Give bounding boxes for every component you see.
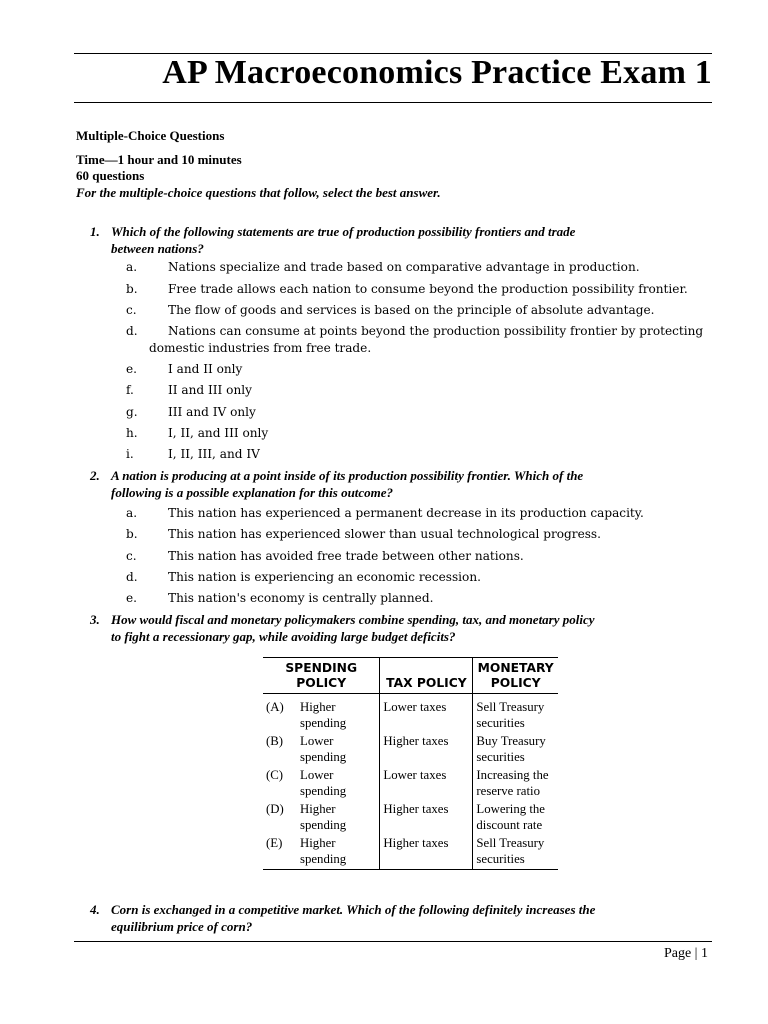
option-text: Free trade allows each nation to consume beyond the production possibility frontier. [168,282,688,296]
tax-cell: Lower taxes [380,694,473,734]
option-letter: b. [126,527,138,541]
option-letter: d. [126,570,138,584]
cell-line: securities [476,716,525,730]
monetary-cell [473,694,558,734]
row-label: (E) [266,836,283,850]
question-text: Which of the following statements are true of production possibility frontiers and trade [111,224,576,239]
option-letter: b. [126,282,138,296]
option-text: Nations specialize and trade based on comparative advantage in production. [168,260,640,274]
monetary-cell [473,733,558,767]
monetary-cell [473,767,558,801]
table-row [263,694,558,734]
cell-line: spending [300,852,347,866]
cell-line: reserve ratio [476,784,540,798]
answer-option [126,323,716,357]
question-text: How would fiscal and monetary policymakers combine spending, tax, and monetary policy [111,612,595,627]
row-label: (C) [266,768,284,782]
row-label: (A) [266,700,284,714]
table-row [263,801,558,835]
option-letter: i. [126,447,134,461]
row-label: (B) [266,734,284,748]
tax-cell: Lower taxes [380,767,473,801]
cell-line: Higher [300,836,336,850]
cell-line: Sell Treasury [476,700,545,714]
header-line: MONETARY [477,661,554,675]
header-line: POLICY [490,676,541,690]
title-underline [74,102,712,103]
table-row [263,767,558,801]
spending-cell [297,733,380,767]
answer-option [126,446,716,463]
option-letter: a. [126,506,138,520]
header-line: SPENDING [285,661,358,675]
cell-line: spending [300,716,347,730]
question-2-stem [90,467,710,501]
cell-line: Higher [300,700,336,714]
option-letter: d. [126,324,138,338]
instructions: For the multiple-choice questions that follow, select the best answer. [76,185,441,200]
tax-policy-header: TAX POLICY [380,658,473,694]
question-number: 1. [90,224,100,239]
option-text: This nation's economy is centrally planned. [168,591,434,605]
spending-cell [297,801,380,835]
option-letter: e. [126,362,138,376]
footer-rule [74,941,712,942]
table-row [263,835,558,869]
option-text: This nation has experienced a permanent decrease in its production capacity. [168,506,644,520]
answer-option [126,548,716,565]
cell-line: Buy Treasury [476,734,546,748]
cell-line: Lower [300,734,334,748]
policy-table [263,657,558,870]
spending-cell [297,694,380,734]
cell-line: securities [476,750,525,764]
option-letter: c. [126,303,137,317]
option-letter: a. [126,260,138,274]
tax-cell: Higher taxes [380,835,473,869]
question-number: 3. [90,612,100,627]
answer-option [126,590,716,607]
spending-policy-header [263,658,380,694]
answer-option [126,382,716,399]
cell-line: Higher [300,802,336,816]
option-letter: f. [126,383,134,397]
row-label: (D) [266,802,284,816]
page-title: AP Macroeconomics Practice Exam 1 [162,54,712,91]
question-3-stem [90,611,710,645]
answer-option [126,281,716,298]
option-letter: g. [126,405,138,419]
cell-line: Lower [300,768,334,782]
option-text-continued: domestic industries from free trade. [149,341,372,355]
cell-line: spending [300,784,347,798]
option-text: III and IV only [168,405,256,419]
question-4-stem [90,901,710,935]
spending-cell [297,767,380,801]
cell-line: Sell Treasury [476,836,545,850]
tax-cell: Higher taxes [380,733,473,767]
question-text: A nation is producing at a point inside of its production possibility frontier. Which of the [111,468,584,483]
option-text: I, II, III, and IV [168,447,260,461]
question-text: between nations? [111,241,204,256]
option-text: This nation has experienced slower than usual technological progress. [168,527,601,541]
question-number: 2. [90,468,100,483]
answer-option [126,425,716,442]
table-header-row [263,658,558,694]
question-text: equilibrium price of corn? [111,919,253,934]
answer-option [126,526,716,543]
option-text: This nation is experiencing an economic recession. [168,570,481,584]
question-text: to fight a recessionary gap, while avoiding large budget deficits? [111,629,456,644]
question-1-stem [90,223,710,257]
answer-option [126,361,716,378]
option-letter: e. [126,591,138,605]
cell-line: securities [476,852,525,866]
option-text: This nation has avoided free trade between other nations. [168,549,524,563]
option-text: I, II, and III only [168,426,269,440]
monetary-cell [473,835,558,869]
option-text: II and III only [168,383,252,397]
cell-line: Increasing the [476,768,549,782]
page-number: Page | 1 [663,946,708,961]
answer-option [126,569,716,586]
question-text: Corn is exchanged in a competitive market. Which of the following definitely increases the [111,902,596,917]
question-text: following is a possible explanation for this outcome? [111,485,394,500]
cell-line: spending [300,750,347,764]
option-text: The flow of goods and services is based on the principle of absolute advantage. [168,303,655,317]
option-text: Nations can consume at points beyond the production possibility frontier by protecting [168,324,704,338]
tax-cell: Higher taxes [380,801,473,835]
monetary-policy-header [473,658,558,694]
question-number: 4. [90,902,100,917]
answer-option [126,259,716,276]
spending-cell [297,835,380,869]
header-line: POLICY [296,676,347,690]
question-count: 60 questions [76,168,145,183]
table-row [263,733,558,767]
option-letter: h. [126,426,138,440]
monetary-cell [473,801,558,835]
answer-option [126,302,716,319]
cell-line: discount rate [476,818,543,832]
option-text: I and II only [168,362,243,376]
answer-option [126,404,716,421]
option-letter: c. [126,549,137,563]
cell-line: Lowering the [476,802,545,816]
time-limit: Time—1 hour and 10 minutes [76,152,242,167]
cell-line: spending [300,818,347,832]
answer-option [126,505,716,522]
section-heading: Multiple-Choice Questions [76,128,225,143]
